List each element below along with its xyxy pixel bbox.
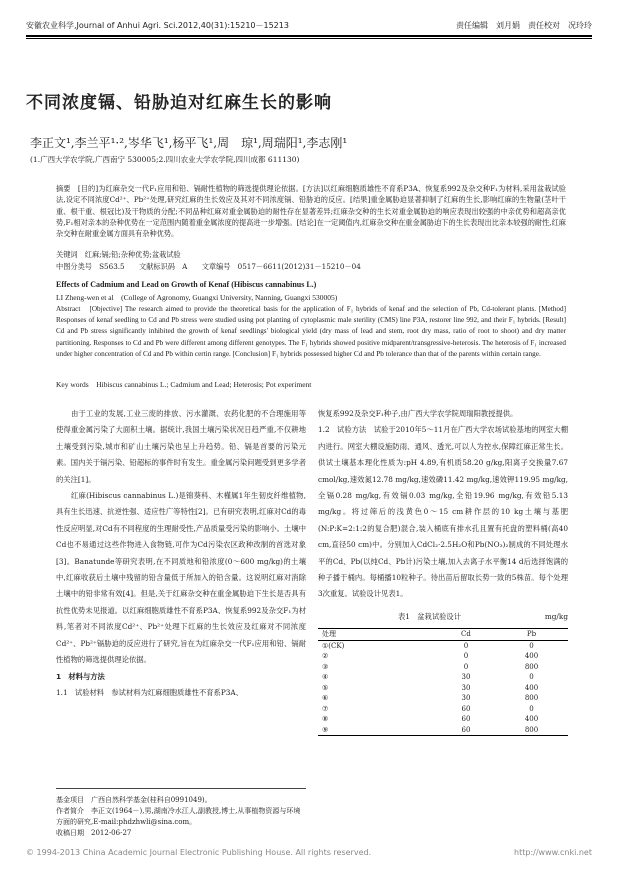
table-cell: 400 bbox=[524, 715, 539, 724]
affiliation: (1.广西大学农学院,广西南宁 530005;2.四川农业大学农学院,四川成都 611130) bbox=[30, 155, 300, 164]
table-cell: 30 bbox=[461, 673, 471, 682]
page-footer bbox=[26, 848, 592, 857]
table-cell: 400 bbox=[524, 652, 539, 661]
design-table bbox=[318, 628, 568, 736]
table-row bbox=[318, 662, 568, 673]
table-cell: ⑤ bbox=[322, 683, 329, 692]
table-cell: ③ bbox=[322, 662, 329, 671]
table-row bbox=[318, 704, 568, 715]
editors-line: 责任编辑 刘月娟 责任校对 况玲玲 bbox=[456, 21, 592, 30]
table-cell: 800 bbox=[524, 694, 539, 703]
header-rule bbox=[26, 35, 592, 37]
table-row bbox=[318, 693, 568, 704]
table-cell: 0 bbox=[529, 673, 534, 682]
intro-paragraph-2: 红麻(Hibiscus cannabinus L.)是锦葵科、木槿属1年生韧皮纤维植物,具有生长迅速、抗逆性强、适应性广等特性[2]。已有研究表明,红麻对Cd的毒性反应明显,对Cd有不同程度的生理耐受性,产品质量受污染的影响小。土壤中Cd也不易通过这些作物进入食物链,可作为Cd污染农区政种改制的首选对象[3]。Banatunde等研究表明,在不同质地和铅浓度(0～600 mg/kg)的土壤中,红麻收获后土壤中残留的铅含量低于所加入的铅含量。这说明红麻对消除土壤中的铅非常有效[4]。但是,关于红麻杂交种在重金属胁迫下生长是否具有抗性优势未见报道。以红麻细胞质雄性不育系P3A、恢复系992及杂交F₁为材料,笔者对不同浓度Cd²⁺、Pb²⁺处理下红麻的生长效应及红麻对不同浓度Cd²⁺、Pb²⁺镉胁迫的反应进行了研究,旨在为红麻杂交一代F₁应用和铅、镉耐性植物的筛选提供理论依据。 bbox=[56, 491, 306, 665]
table-cell: ⑨ bbox=[322, 725, 329, 734]
running-header bbox=[26, 20, 592, 31]
intro-paragraph-1: 由于工业的发展,工业三废的排放、污水灌溉、农药化肥的不合理施用等使得重金属污染了大面积土壤。据统计,我国土壤污染状况日趋严重,不仅耕地土壤受到污染,城市和矿山土壤污染也呈上升趋势。铅、镉是首要的污染元素。国内关于镉污染、铅超标的事件时有发生。重金属污染问题受到更多学者的关注[1]。 bbox=[56, 409, 306, 484]
cnki-link[interactable]: http://www.cnki.net bbox=[514, 848, 592, 857]
left-column bbox=[56, 406, 306, 701]
table-caption bbox=[318, 612, 568, 622]
copyright-notice: © 1994-2013 China Academic Journal Electronic Publishing House. All rights reserved. bbox=[26, 848, 372, 857]
footnote-rule bbox=[56, 788, 306, 789]
footnote-author-bio: 作者简介 李正文(1964－),男,湖南冷水江人,副教授,博士,从事植物资源与环境方面的研究,E-mail:phdzhwli@sina.com。 bbox=[56, 807, 301, 826]
table-cell: 800 bbox=[524, 725, 539, 734]
footnote-received-date: 收稿日期 2012-06-27 bbox=[56, 829, 132, 837]
table-row bbox=[318, 651, 568, 662]
table-header: Cd bbox=[461, 630, 471, 639]
table-cell: 400 bbox=[524, 683, 539, 692]
table-cell: ⑦ bbox=[322, 704, 329, 713]
footnotes bbox=[56, 795, 306, 839]
materials-paragraph: 1.1 试验材料 参试材料为红麻细胞质雄性不育系P3A、 bbox=[56, 687, 243, 697]
table-cell: 60 bbox=[461, 704, 471, 713]
table-row bbox=[318, 725, 568, 736]
english-title: Effects of Cadmium and Lead on Growth of Kenaf (Hibiscus cannabinus L.) bbox=[56, 280, 317, 289]
methods-paragraph: 1.2 试验方法 试验于2010年5～11月在广西大学农场试验基地的网室大棚内进行。网室大棚设施防雨、通风、透光,可以人为控水,保障红麻正常生长。供试土壤基本理化性质为:pH 4.89,有机质58.20 g/kg,阳离子交换量7.67 cmol/kg,速效氮12.78 mg/kg,速效磷11.42 mg/kg,速效钾119.95 mg/kg,全镉0.28 mg/kg,有效镉0.03 mg/kg,全铅19.96 mg/kg,有效铅5.13 mg/kg。将过筛后的浅黄色0～15 cm耕作层的10 kg土壤与基肥(N:P:K=2:1:2的复合肥)混合,装入桶底有排水孔且置有托盘的塑料桶(高40 cm,直径50 cm)中。分别加入CdCl₂·2.5H₂O和Pb(NO₃)₂制成的不同处理水平的Cd、Pb(以纯Cd、Pb计)污染土壤,加入去离子水平衡14 d后选择饱满的种子播于桶内。每桶播10粒种子。待出苗后留取长势一致的5株苗。每个处理3次重复。试验设计见表1。 bbox=[318, 425, 568, 599]
table-cell: 0 bbox=[463, 641, 469, 650]
table-header: 处理 bbox=[322, 630, 336, 639]
footnote-funding: 基金项目 广西自然科学基金(桂科自0991049)。 bbox=[56, 796, 212, 804]
table-cell: 60 bbox=[461, 725, 471, 734]
table-row bbox=[318, 672, 568, 683]
table-cell: ⑥ bbox=[322, 694, 329, 703]
table-cell: 60 bbox=[461, 715, 471, 724]
table-cell: 0 bbox=[463, 652, 469, 661]
table-cell: 0 bbox=[529, 641, 534, 650]
section-heading-methods: 1 材料与方法 bbox=[56, 671, 105, 681]
table-cell: 800 bbox=[524, 662, 539, 671]
classification-line: 中图分类号 S563.5 文献标识码 A 文章编号 0517－6611(2012)31－15210－04 bbox=[56, 262, 361, 271]
table-row bbox=[318, 714, 568, 725]
table-cell: ④ bbox=[322, 673, 329, 682]
keywords-cn: 关键词 红麻;镉;铅;杂种优势;盆栽试验 bbox=[56, 250, 181, 259]
table-unit: mg/kg bbox=[544, 612, 568, 621]
right-column bbox=[318, 406, 568, 603]
table-cell: 0 bbox=[529, 704, 534, 713]
table-title: 表1 盆栽试验设计 bbox=[398, 612, 462, 621]
header-rule-thin bbox=[26, 38, 592, 39]
english-keywords: Key words Hibiscus cannabinus L.; Cadmium and Lead; Heterosis; Pot experiment bbox=[56, 380, 312, 389]
english-abstract: Abstract [Objective] The research aimed to provide the theoretical basis for the application of F₁ hybrids of kenaf and the selection of Pb, Cd-tolerant plants. [Method] Responses of kenaf seedling to Cd and Pb stress were studied using pot planting of cytoplasmic male sterility (CMS) line P3A, restorer line 992, and their F₁ hybrids. [Result] Cd and Pb stress significantly inhibited the growth of kenaf seedlings' biological yield (dry mass of lead and stem, root dry mass, ratio of root to shoot) and dry matter partitioning. Responses to Cd and Pb were different among different genotypes. The F₁ hybrids showed positive midparent/transgressive-heterosis. The heterosis of F₁ increased under higher concentration of Cd and Pb within certin range. [Conclusion] F₁ hybrids possessed higher Cd and Pb tolerance than that of the parents within certain range. bbox=[56, 305, 566, 358]
table-header: Pb bbox=[526, 630, 537, 639]
paper-title: 不同浓度镉、铅胁迫对红麻生长的影响 bbox=[26, 93, 332, 113]
journal-citation: 安徽农业科学,Journal of Anhui Agri. Sci.2012,40(31):15210－15213 bbox=[26, 21, 289, 30]
table-cell: ② bbox=[322, 652, 329, 661]
authors: 李正文¹,李兰平¹·²,岑华飞¹,杨平飞¹,周 琼¹,周瑞阳¹,李志刚¹ bbox=[30, 136, 348, 150]
table-cell: 30 bbox=[461, 683, 471, 692]
materials-continued: 恢复系992及杂交F₁种子,由广西大学农学院周瑞阳教授提供。 bbox=[318, 409, 518, 418]
table-cell: 30 bbox=[461, 694, 471, 703]
abstract-cn: 摘要 [目的]为红麻杂交一代F₁应用和铅、镉耐性植物的筛选提供理论依据。[方法]以红麻细胞质雄性不育系P3A、恢复系992及杂交种F₁为材料,采用盆栽试验法,设定不同浓度Cd²⁺、Pb²⁺处理,研究红麻的生长效应及其对不同浓度镉、铅胁迫的反应。[结果]重金属胁迫显著抑制了红麻的生长,影响红麻的生物量(茎叶干重、根干重、根冠比)及干物质的分配;不同品种红麻对重金属胁迫的耐性存在显著差异;红麻杂交种的生长对重金属胁迫的响应表现出较强的中亲优势和超高亲优势,F₁相对亲本的杂种优势在一定范围内随着重金属浓度的提高进一步增强。[结论]在一定阈值内,红麻杂交种在重金属胁迫下的生长表现出比亲本较强的耐性,红麻杂交种在耐重金属方面具有杂种优势。 bbox=[56, 184, 566, 239]
table-cell: ①(CK) bbox=[322, 641, 345, 650]
table-cell: ⑧ bbox=[322, 715, 329, 724]
table-row bbox=[318, 683, 568, 694]
table-cell: 0 bbox=[463, 662, 469, 671]
english-authors: LI Zheng-wen et al (College of Agronomy, Guangxi University, Nanning, Guangxi 530005) bbox=[56, 293, 338, 302]
table-header-row bbox=[318, 629, 568, 641]
table-row bbox=[318, 640, 568, 651]
